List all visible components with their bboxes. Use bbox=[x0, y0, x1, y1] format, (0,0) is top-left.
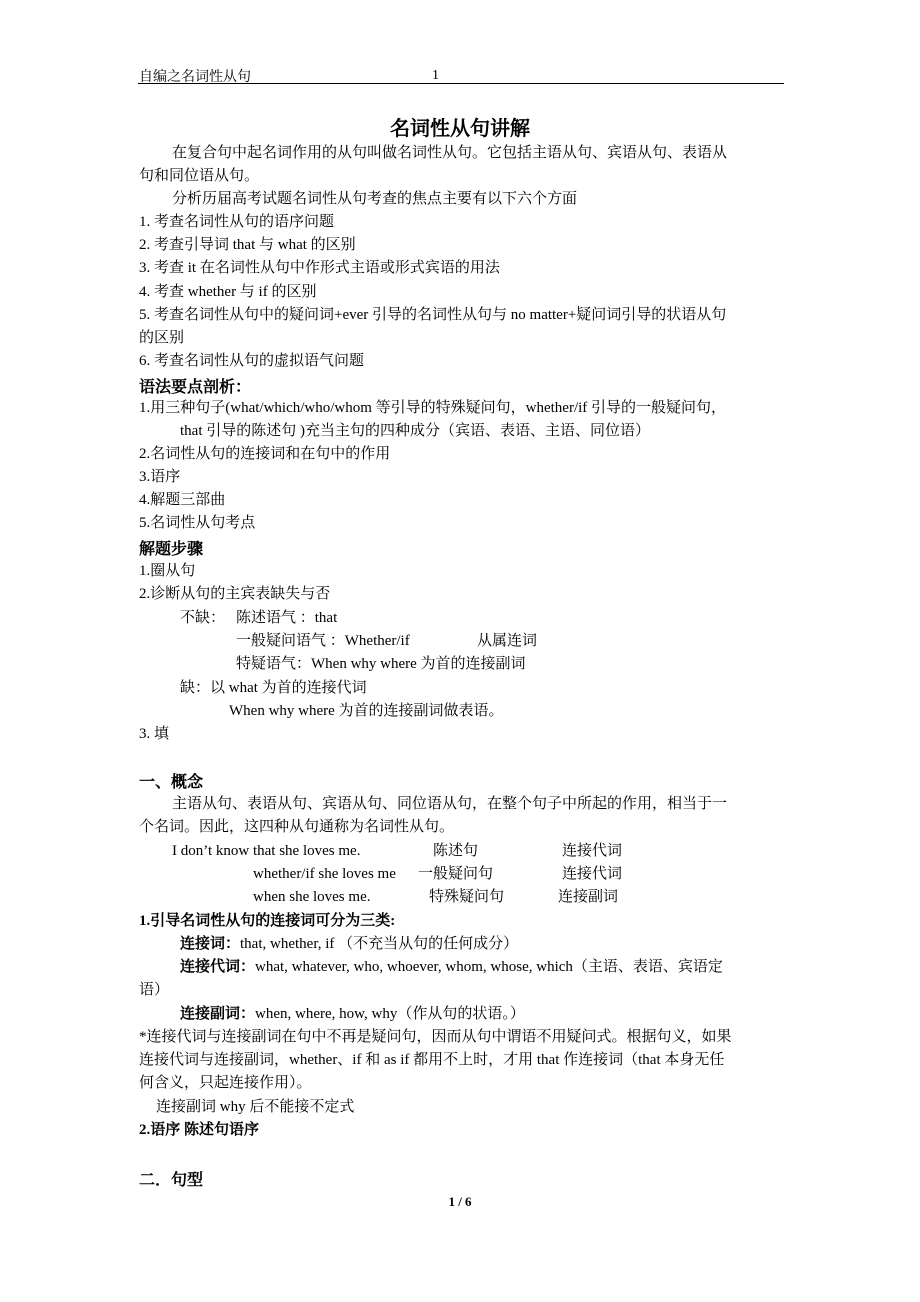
running-header-title: 自编之名词性从句 bbox=[139, 70, 251, 85]
focus-point-continuation: 的区别 bbox=[139, 330, 185, 346]
missing-detail: 缺：以 what 为首的连接代词 bbox=[180, 680, 367, 696]
concept-paragraph-line2: 个名词。因此，这四种从句通称为名词性从句。 bbox=[139, 819, 455, 835]
adverb-text: when, where, how, why（作从句的状语。） bbox=[255, 1006, 525, 1022]
pronoun-row bbox=[180, 956, 723, 979]
conjunction-row bbox=[180, 933, 518, 956]
step-item: 2.诊断从句的主宾表缺失与否 bbox=[139, 586, 331, 602]
step-detail-note: 从属连词 bbox=[477, 633, 538, 649]
page-title: 名词性从句讲解 bbox=[390, 116, 530, 140]
step-item: 3. 填 bbox=[139, 726, 170, 742]
conjunction-label: 连接词： bbox=[180, 936, 241, 952]
running-header-page-marker: 1 bbox=[432, 68, 439, 83]
grammar-point: 4.解题三部曲 bbox=[139, 492, 226, 508]
note-line: *连接代词与连接副词在句中不再是疑问句，因而从句中谓语不用疑问式。根据句义，如果 bbox=[139, 1029, 732, 1045]
step-detail: 特疑语气：When why where 为首的连接副词 bbox=[236, 656, 526, 672]
note-line: 何含义，只起连接作用）。 bbox=[139, 1075, 312, 1091]
grammar-point: 5.名词性从句考点 bbox=[139, 515, 256, 531]
subsection-heading: 2.语序 陈述句语序 bbox=[139, 1122, 260, 1138]
adverb-label: 连接副词： bbox=[180, 1006, 256, 1022]
example-type: 一般疑问句 bbox=[418, 866, 494, 882]
grammar-point-line1: 1.用三种句子(what/which/who/whom 等引导的特殊疑问句，whether/if 引导的一般疑问句， bbox=[139, 400, 727, 416]
example-connector: 连接代词 bbox=[562, 843, 623, 859]
intro-paragraph-line1: 在复合句中起名词作用的从句叫做名词性从句。它包括主语从句、宾语从句、表语从 bbox=[172, 145, 728, 161]
pronoun-text-continuation: 语） bbox=[139, 982, 170, 998]
page-number: 1 / 6 bbox=[448, 1194, 472, 1209]
subsection-heading: 1.引导名词性从句的连接词可分为三类: bbox=[139, 913, 396, 929]
header-divider bbox=[138, 83, 784, 84]
focus-point: 6. 考查名词性从句的虚拟语气问题 bbox=[139, 353, 365, 369]
focus-point: 2. 考查引导词 that 与 what 的区别 bbox=[139, 237, 356, 253]
step-item: 1.圈从句 bbox=[139, 563, 196, 579]
intro-paragraph-line2: 句和同位语从句。 bbox=[139, 168, 260, 184]
pronoun-label: 连接代词： bbox=[180, 959, 256, 975]
example-connector: 连接代词 bbox=[562, 866, 623, 882]
example-sentence: I don’t know that she loves me. bbox=[172, 843, 361, 859]
intro-focus-lead: 分析历届高考试题名词性从句考查的焦点主要有以下六个方面 bbox=[172, 191, 578, 207]
example-type: 特殊疑问句 bbox=[429, 889, 505, 905]
step-detail: 一般疑问语气 ：Whether/if bbox=[236, 633, 410, 649]
example-sentence: when she loves me. bbox=[253, 889, 371, 905]
example-type: 陈述句 bbox=[433, 843, 479, 859]
steps-heading: 解题步骤 bbox=[139, 539, 204, 558]
focus-point: 4. 考查 whether 与 if 的区别 bbox=[139, 284, 317, 300]
grammar-heading: 语法要点剖析： bbox=[139, 377, 252, 396]
step-detail: 陈述语气 ：that bbox=[236, 610, 338, 626]
section-heading: 二．句型 bbox=[139, 1170, 204, 1189]
pronoun-text: what, whatever, who, whoever, whom, whose, which（主语、表语、宾语定 bbox=[255, 959, 723, 975]
grammar-point-line2: that 引导的陈述句 )充当主句的四种成分（宾语、表语、主语、同位语） bbox=[180, 423, 650, 439]
no-missing-label: 不缺： bbox=[180, 610, 226, 626]
adverb-row bbox=[180, 1003, 525, 1026]
focus-point: 5. 考查名词性从句中的疑问词+ever 引导的名词性从句与 no matter+疑问词引导的状语从句 bbox=[139, 307, 727, 323]
why-note: 连接副词 why 后不能接不定式 bbox=[156, 1099, 355, 1115]
concept-paragraph-line1: 主语从句、表语从句、宾语从句、同位语从句，在整个句子中所起的作用，相当于一 bbox=[172, 796, 728, 812]
missing-detail: When why where 为首的连接副词做表语。 bbox=[229, 703, 504, 719]
conjunction-text: that, whether, if （不充当从句的任何成分） bbox=[240, 936, 519, 952]
grammar-point: 3.语序 bbox=[139, 469, 181, 485]
example-connector: 连接副词 bbox=[558, 889, 619, 905]
focus-point: 3. 考查 it 在名词性从句中作形式主语或形式宾语的用法 bbox=[139, 260, 500, 276]
focus-point: 1. 考查名词性从句的语序问题 bbox=[139, 214, 335, 230]
section-heading: 一、概念 bbox=[139, 772, 204, 791]
example-sentence: whether/if she loves me bbox=[253, 866, 396, 882]
note-line: 连接代词与连接副词，whether、if 和 as if 都用不上时，才用 that 作连接词（that 本身无任 bbox=[139, 1052, 725, 1068]
grammar-point: 2.名词性从句的连接词和在句中的作用 bbox=[139, 446, 391, 462]
